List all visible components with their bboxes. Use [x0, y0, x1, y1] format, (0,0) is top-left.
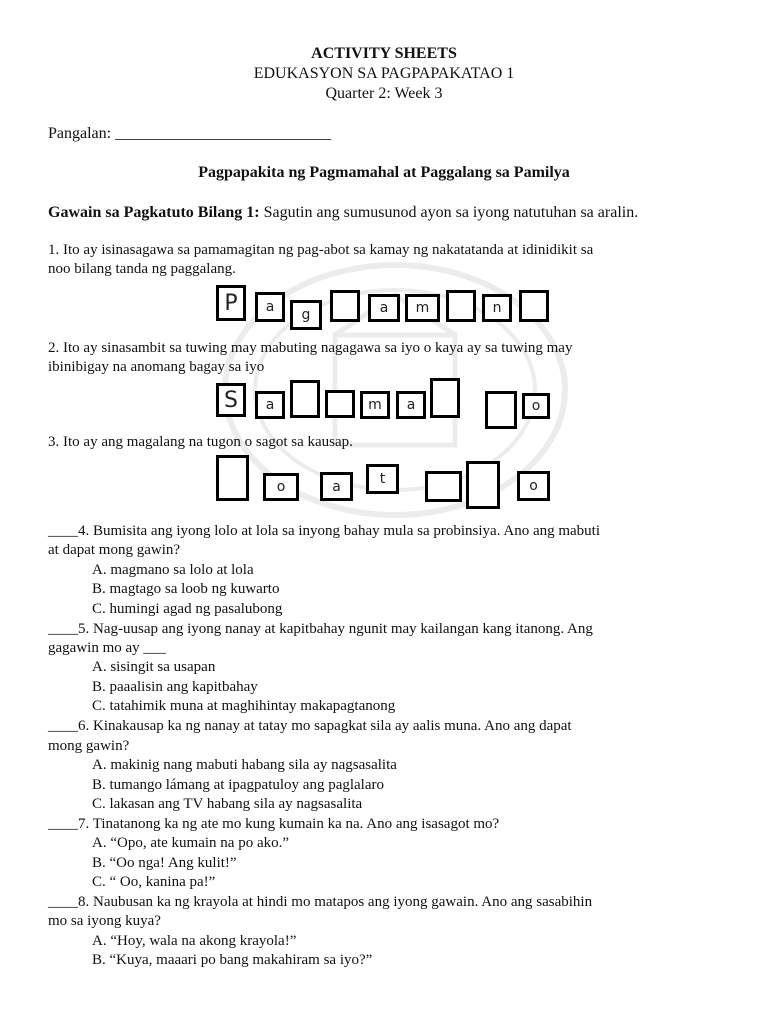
letter-box[interactable]: S: [216, 383, 246, 417]
quarter-label: Quarter 2: Week 3: [325, 85, 443, 102]
letter-box[interactable]: [519, 290, 549, 322]
question-2-line-1: 2. Ito ay sinasambit sa tuwing may mabuting nagagawa sa iyo o kaya ay sa tuwing may: [48, 340, 573, 356]
question-4-line-2: at dapat mong gawin?: [48, 542, 181, 558]
letter-box[interactable]: [466, 461, 500, 509]
option: C. “ Oo, kanina pa!”: [92, 874, 216, 890]
option: B. “Kuya, maaari po bang makahiram sa iyo?”: [92, 952, 373, 968]
letter-box[interactable]: o: [517, 471, 550, 501]
question-7-line-1: [48, 815, 499, 834]
letter-box[interactable]: P: [216, 285, 246, 321]
question-1-line-2: noo bilang tanda ng paggalang.: [48, 261, 236, 277]
question-8-line-1: [48, 893, 592, 912]
option: A. makinig nang mabuti habang sila ay nagsasalita: [92, 757, 397, 773]
question-8-line-2: mo sa iyong kuya?: [48, 913, 161, 929]
subject-title: EDUKASYON SA PAGPAPAKATAO 1: [253, 65, 515, 82]
option: C. humingi agad ng pasalubong: [92, 601, 283, 617]
letter-box[interactable]: t: [366, 464, 399, 494]
answer-blank[interactable]: ____: [48, 894, 78, 910]
sheet-title: ACTIVITY SHEETS: [311, 45, 457, 62]
option: C. tatahimik muna at maghihintay makapagtanong: [92, 698, 396, 714]
option: B. magtago sa loob ng kuwarto: [92, 581, 280, 597]
letter-box[interactable]: [330, 290, 360, 322]
question-6-line-1: [48, 717, 572, 736]
name-field[interactable]: Pangalan: ___________________________: [48, 125, 332, 142]
letter-box[interactable]: a: [320, 472, 353, 501]
answer-blank[interactable]: ____: [48, 621, 78, 637]
option: A. magmano sa lolo at lola: [92, 562, 254, 578]
letter-box[interactable]: a: [255, 292, 285, 322]
letter-box[interactable]: o: [522, 393, 550, 419]
activity-label: Gawain sa Pagkatuto Bilang 1:: [48, 204, 260, 221]
letter-box[interactable]: [446, 290, 476, 322]
letter-box[interactable]: [485, 391, 517, 429]
question-4-line-1: [48, 522, 600, 541]
question-1-line-1: 1. Ito ay isinasagawa sa pamamagitan ng pag-abot sa kamay ng nakatatanda at idinidikit sa: [48, 242, 594, 258]
question-5-text: 5. Nag-uusap ang iyong nanay at kapitbahay ngunit may kailangan kang itanong. Ang: [78, 621, 593, 637]
question-3-line-1: 3. Ito ay ang magalang na tugon o sagot sa kausap.: [48, 434, 353, 450]
activity-text: Sagutin ang sumusunod ayon sa iyong natutuhan sa aralin.: [263, 204, 639, 221]
option: C. lakasan ang TV habang sila ay nagsasalita: [92, 796, 363, 812]
answer-blank[interactable]: ____: [48, 816, 78, 832]
letter-box[interactable]: [290, 380, 320, 418]
letter-box[interactable]: a: [396, 391, 426, 419]
letter-box[interactable]: g: [290, 300, 322, 330]
letter-box[interactable]: [216, 455, 249, 501]
question-2-line-2: ibinibigay na anomang bagay sa iyo: [48, 359, 265, 375]
letter-box[interactable]: o: [263, 473, 299, 501]
question-4-text: 4. Bumisita ang iyong lolo at lola sa inyong bahay mula sa probinsiya. Ano ang mabuti: [78, 523, 601, 539]
letter-box[interactable]: a: [255, 391, 285, 419]
option: A. sisingit sa usapan: [92, 659, 216, 675]
letter-box[interactable]: n: [482, 294, 512, 322]
activity-instruction: [48, 203, 638, 223]
answer-blank[interactable]: ____: [48, 523, 78, 539]
letter-box[interactable]: [325, 390, 355, 418]
option: B. paaalisin ang kapitbahay: [92, 679, 258, 695]
option: B. “Oo nga! Ang kulit!”: [92, 855, 237, 871]
question-6-text: 6. Kinakausap ka ng nanay at tatay mo sapagkat sila ay aalis muna. Ano ang dapat: [78, 718, 572, 734]
option: A. “Hoy, wala na akong krayola!”: [92, 933, 297, 949]
letter-box[interactable]: m: [360, 391, 390, 419]
topic-title: Pagpapakita ng Pagmamahal at Paggalang sa Pamilya: [198, 164, 570, 181]
letter-box[interactable]: a: [368, 294, 400, 322]
question-7-text: 7. Tinatanong ka ng ate mo kung kumain ka na. Ano ang isasagot mo?: [78, 816, 500, 832]
letter-box[interactable]: m: [405, 294, 440, 322]
letter-box[interactable]: [430, 378, 460, 418]
question-6-line-2: mong gawin?: [48, 738, 130, 754]
question-8-text: 8. Naubusan ka ng krayola at hindi mo matapos ang iyong gawain. Ano ang sasabihin: [78, 894, 593, 910]
question-5-line-2: gagawin mo ay ___: [48, 640, 166, 656]
option: B. tumango lámang at ipagpatuloy ang paglalaro: [92, 777, 385, 793]
answer-blank[interactable]: ____: [48, 718, 78, 734]
question-5-line-1: [48, 620, 593, 639]
option: A. “Opo, ate kumain na po ako.”: [92, 835, 290, 851]
letter-box[interactable]: [425, 471, 462, 502]
